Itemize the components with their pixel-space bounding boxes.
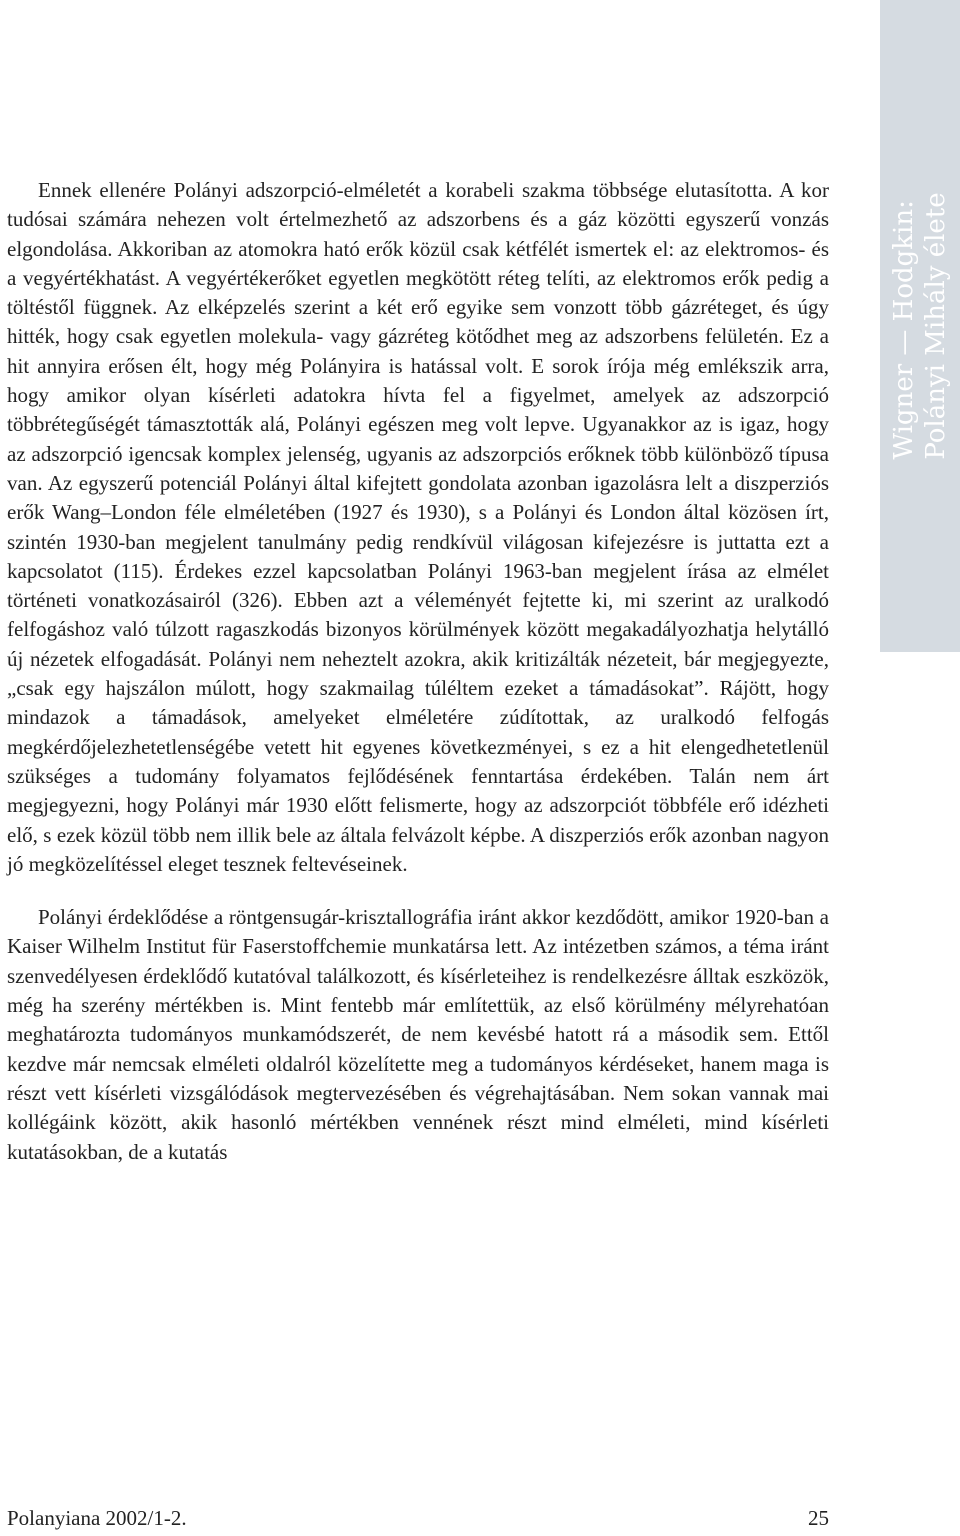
running-title-line-1: Wigner — Hodgkin: [889,200,919,460]
page-body [7,176,829,1167]
running-title-line-2: Polányi Mihály élete [921,192,951,460]
paragraph-2: Polányi érdeklődése a röntgensugár-krisztallográfia iránt akkor kezdődött, amikor 1920-ban a Kaiser Wilhelm Institut für Faserstoffchemie munkatársa lett. Az intézetben számos, a téma iránt szenvedélyesen érdeklődő kutatóval találkozott, és kísérleteihez is rendelkezésre álltak eszközök, még ha szerény mértékben is. Mint fentebb már említettük, az első körülmény mélyrehatóan meghatározta tudományos munkamódszerét, de nem kevésbé hatott rá a második sem. Ettől kezdve már nemcsak elméleti oldalról közelítette meg a tudományos kérdéseket, hanem maga is részt vett kísérleti vizsgálódások megtervezésében és végrehajtásában. Nem sokan vannak mai kollégáink között, akik hasonló mértékben vennének részt mind elméleti, mind kísérleti kutatásokban, de a kutatás [7,905,829,1164]
page-footer [7,1504,829,1532]
page-number: 25 [808,1506,829,1530]
paragraph-1: Ennek ellenére Polányi adszorpció-elméletét a korabeli szakma többsége elutasította. A kor tudósai számára nehezen volt értelmezhető az adszorbens és a gáz közötti egyszerű vonzás elgondolása. Akkoriban az atomokra ható erők közül csak kétfélét ismertek el: az elektromos- és a vegyértékhatást. A vegyértékerőket egyetlen megkötött réteg telíti, az elektromos erők pedig a töltéstől függnek. Az elképzelés szerint a két erő egyike sem vonzott több gázréteget, és úgy hitték, hogy csak egyetlen molekula- vagy gázréteg kötődhet meg az adszorbens felületén. Ez a hit annyira erősen élt, hogy még Polányira is hatással volt. E sorok írója még emlékszik arra, hogy amikor olyan kísérleti adatokra hívta fel a figyelmet, amelyek az adszorpció többrétegűségét támasztották alá, Polányi egészen meg volt lepve. Ugyanakkor az is igaz, hogy az adszorpció igencsak komplex jelenség, ugyanis az adszorpciós erőknek több különböző típusa van. Az egyszerű potenciál Polányi által kifejtett gondolata azonban igazolásra lelt a diszperziós erők Wang–London féle elméletében (1927 és 1930), s a Polányi és London által közösen írt, szintén 1930-ban megjelent tanulmány pedig rendkívül világosan kifejezésre is juttatta ezt a kapcsolatot (115). Érdekes ezzel kapcsolatban Polányi 1963-ban megjelent írása az elmélet történeti vonatkozásairól (326). Ebben azt a véleményét fejtette ki, mi szerint az uralkodó felfogáshoz való túlzott ragaszkodás bizonyos körülmények között megakadályozhatja helytálló új nézetek elfogadását. Polányi nem neheztelt azokra, akik kritizálták nézeteit, bár megjegyezte, „csak egy hajszálon múlott, hogy szakmailag túléltem ezeket a támadásokat”. Rájött, hogy mindazok a támadások, amelyeket elméletére zúdítottak, az uralkodó felfogás megkérdőjelezhetetlenségébe vetett hit egyenes következményei, s ez a hit elengedhetetlenül szükséges a tudomány folyamatos fejlődésének fenntartása érdekében. Talán nem árt megjegyezni, hogy Polányi már 1930 előtt felismerte, hogy az adszorpciót többféle erő idézheti elő, s ezek közül több nem illik bele az általa felvázolt képbe. A diszperziós erők azonban nagyon jó megközelítéssel eleget tesznek feltevéseinek. [7,178,829,876]
running-title [888,192,952,459]
journal-citation: Polanyiana 2002/1-2. [7,1506,187,1530]
side-tab [880,0,960,652]
